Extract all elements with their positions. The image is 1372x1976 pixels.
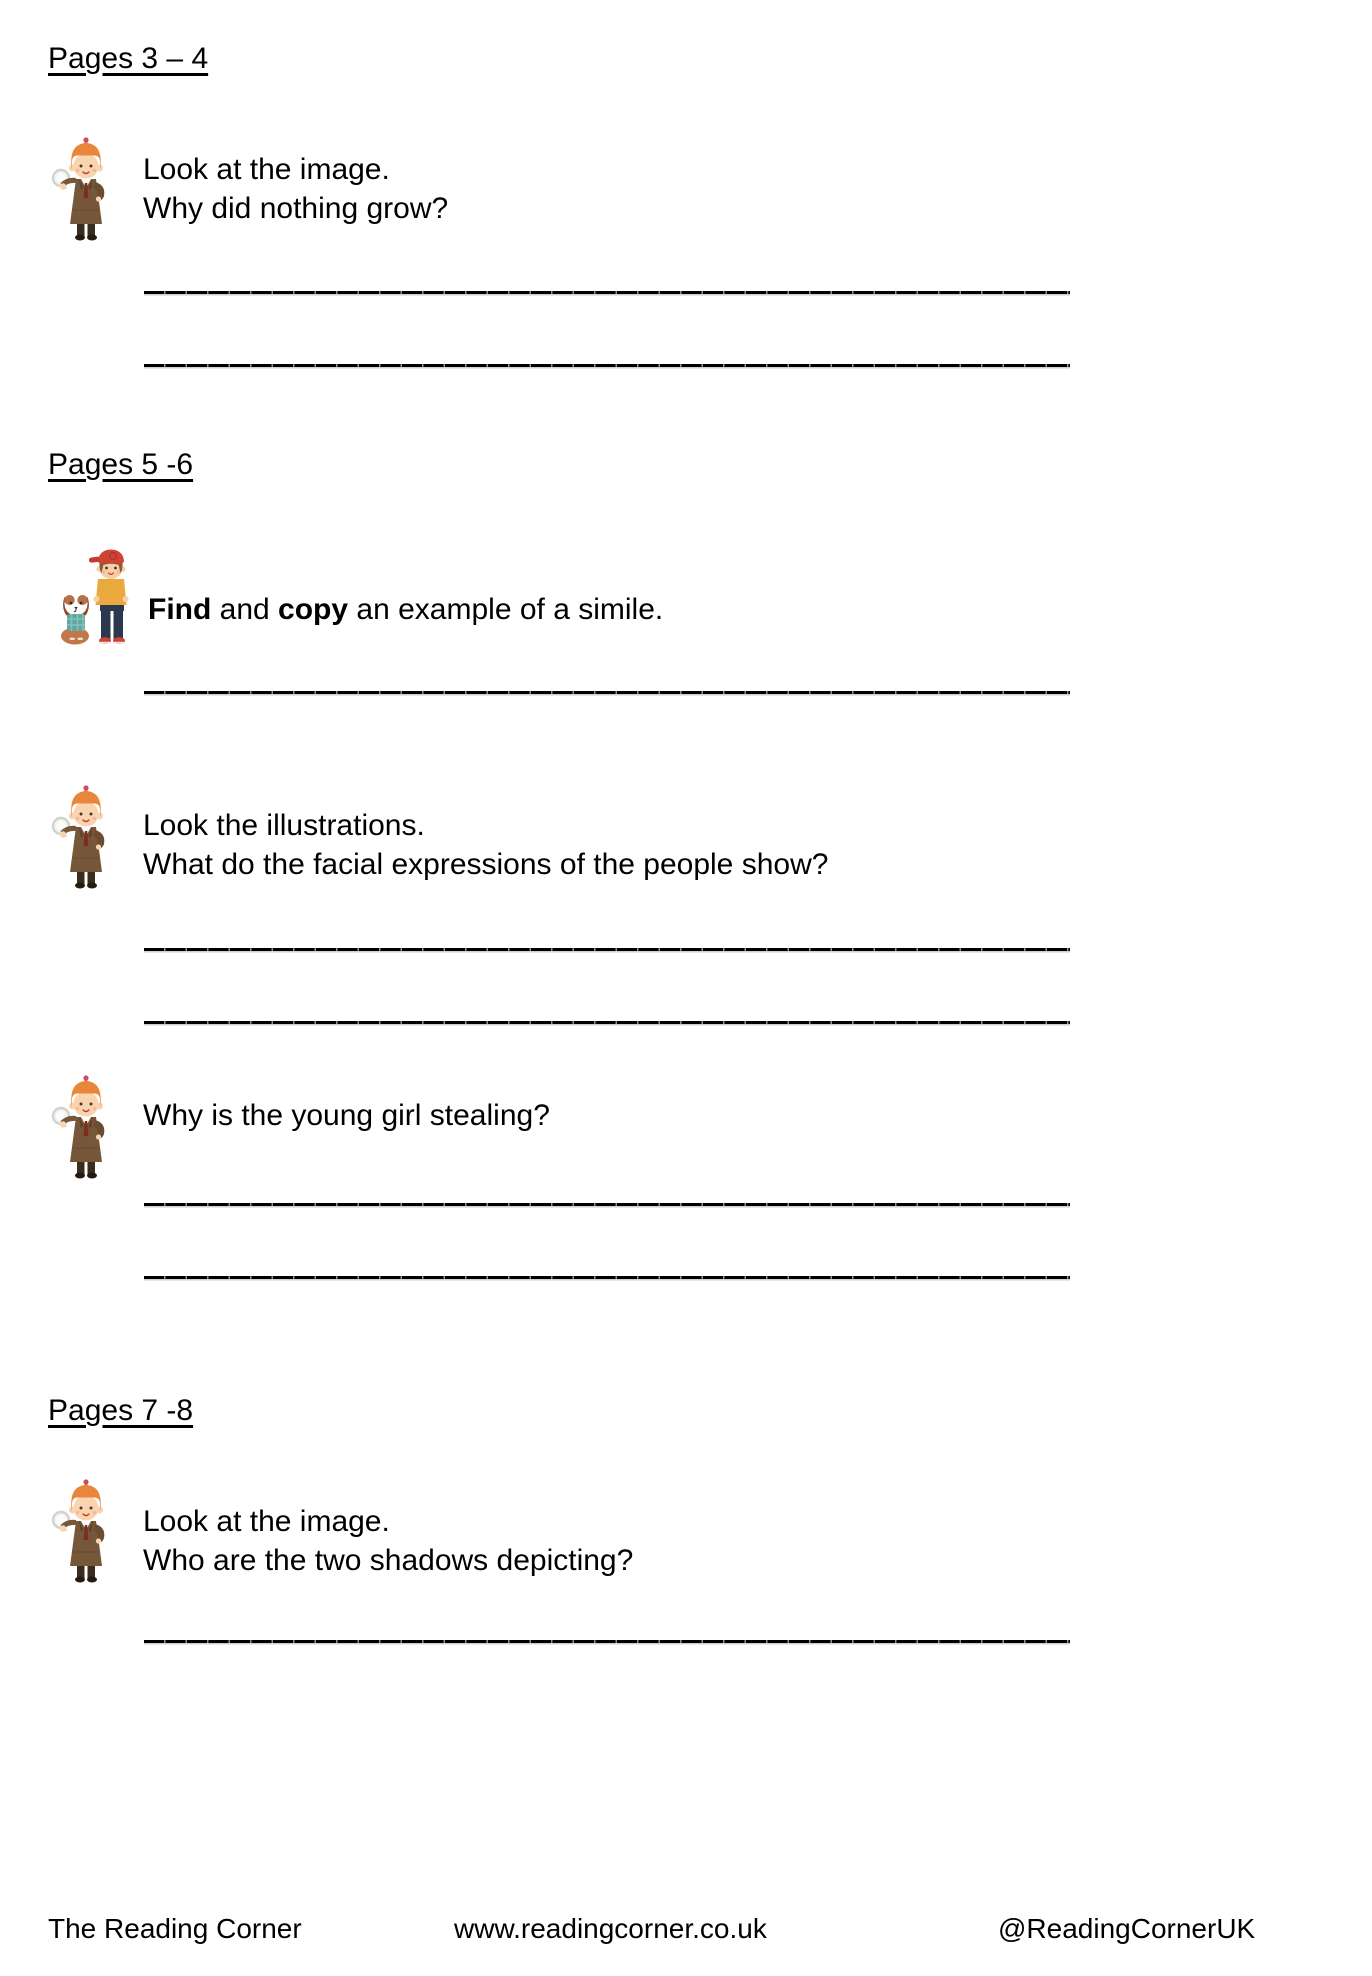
- section-heading-pages-7-8: Pages 7 -8: [48, 1394, 194, 1427]
- detective-boy-icon: [50, 778, 120, 890]
- question-2-text: [148, 590, 663, 629]
- question-segment: an example of a simile.: [348, 593, 664, 626]
- answer-line: [144, 1640, 1070, 1643]
- boy-with-dog-icon: [58, 543, 134, 650]
- detective-boy-icon: [50, 130, 120, 242]
- answer-line: [144, 291, 1070, 294]
- answer-line: [144, 1276, 1070, 1279]
- question-line: Why is the young girl stealing?: [143, 1099, 550, 1132]
- question-segment: Find: [148, 593, 212, 626]
- question-segment: and: [211, 593, 279, 626]
- question-line: What do the facial expressions of the people show?: [143, 848, 829, 881]
- question-line: Who are the two shadows depicting?: [143, 1544, 634, 1577]
- answer-line: [144, 1021, 1070, 1024]
- detective-boy-icon: [50, 1472, 120, 1584]
- question-4-text: [143, 1096, 550, 1135]
- section-heading-pages-3-4: Pages 3 – 4: [48, 42, 209, 75]
- answer-line: [144, 948, 1070, 951]
- answer-line: [144, 364, 1070, 367]
- question-line: Look the illustrations.: [143, 809, 425, 842]
- question-line: Why did nothing grow?: [143, 192, 449, 225]
- answer-line: [144, 691, 1070, 694]
- footer-site-name: The Reading Corner: [48, 1913, 302, 1944]
- question-5-text: [143, 1502, 633, 1580]
- footer-website-url: www.readingcorner.co.uk: [454, 1913, 767, 1944]
- question-line: Look at the image.: [143, 153, 390, 186]
- section-heading-pages-5-6: Pages 5 -6: [48, 448, 194, 481]
- question-3-text: [143, 806, 828, 884]
- answer-line: [144, 1203, 1070, 1206]
- question-1-text: [143, 150, 448, 228]
- question-line: Look at the image.: [143, 1505, 390, 1538]
- footer-twitter-handle: @ReadingCornerUK: [998, 1913, 1256, 1944]
- question-segment: copy: [278, 593, 349, 626]
- detective-boy-icon: [50, 1068, 120, 1180]
